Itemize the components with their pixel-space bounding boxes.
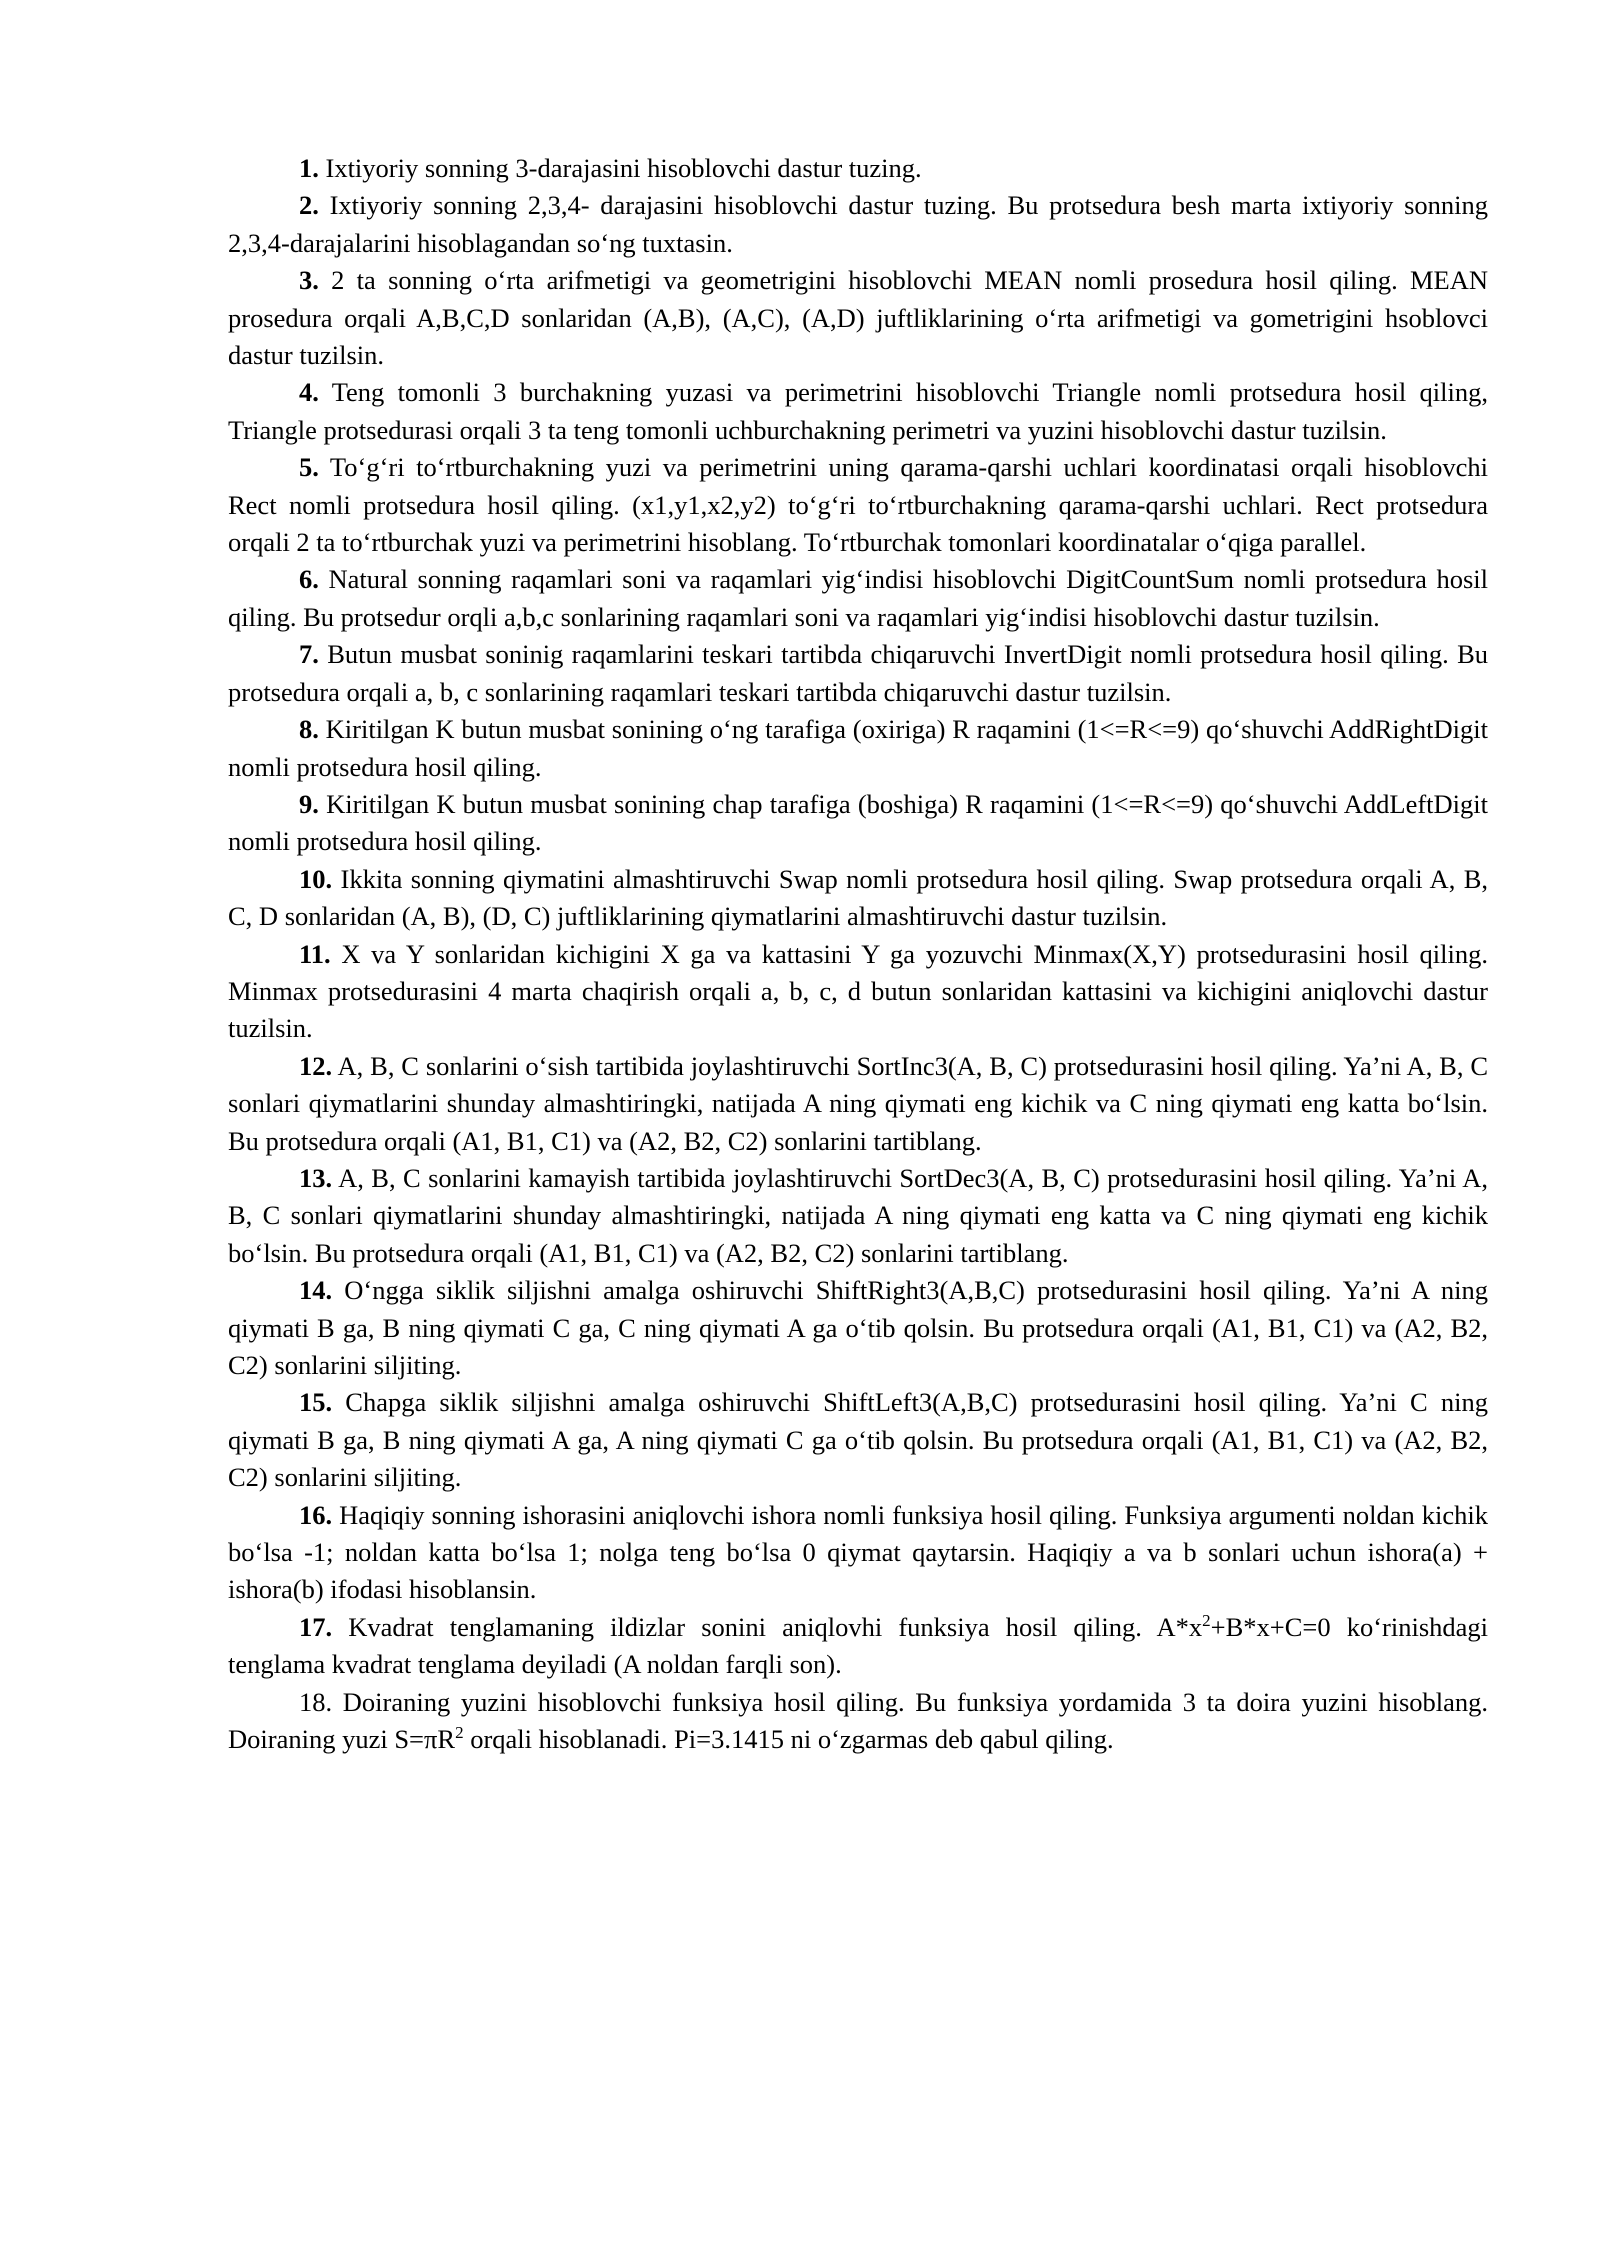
task-number: 15. <box>299 1387 333 1418</box>
task-number: 12. <box>299 1050 333 1081</box>
task-4 <box>228 374 1488 449</box>
task-13 <box>228 1160 1488 1272</box>
task-7 <box>228 636 1488 711</box>
task-number: 6. <box>299 564 319 595</box>
task-number: 5. <box>299 452 319 483</box>
task-number: 14. <box>299 1275 333 1306</box>
task-text: Teng tomonli 3 burchakning yuzasi va perimetrini hisoblovchi Triangle nomli protsedura hosil qiling, Triangle protsedurasi orqali 3 ta teng tomonli uchburchakning perimetri va yuzini hisoblovchi dastur tuzilsin. <box>228 377 1488 445</box>
task-text: Natural sonning raqamlari soni va raqamlari yig‘indisi hisoblovchi DigitCountSum nomli protsedura hosil qiling. Bu protsedur orqli a,b,c sonlarining raqamlari soni va raqamlari yig‘indisi hisoblovchi dastur tuzilsin. <box>228 564 1489 632</box>
task-5 <box>228 449 1488 561</box>
task-text: Kiritilgan K butun musbat sonining chap tarafiga (boshiga) R raqamini (1<=R<=9) qo‘shuvchi AddLeftDigit nomli protsedura hosil qiling. <box>228 788 1488 857</box>
task-17 <box>228 1609 1488 1684</box>
task-text: X va Y sonlaridan kichigini X ga va kattasini Y ga yozuvchi Minmax(X,Y) protsedurasini hosil qiling. Minmax protsedurasini 4 marta chaqirish orqali a, b, c, d butun sonlaridan kattasini va kichigini aniqlovchi dastur tuzilsin. <box>228 938 1488 1044</box>
superscript: 2 <box>455 1722 464 1742</box>
task-number: 10. <box>299 863 333 894</box>
task-text: Kiritilgan K butun musbat sonining o‘ng tarafiga (oxiriga) R raqamini (1<=R<=9) qo‘shuvchi AddRightDigit nomli protsedura hosil qiling. <box>228 714 1489 782</box>
task-text: Ixtiyoriy sonning 3-darajasini hisoblovchi dastur tuzing. <box>325 153 922 183</box>
task-number: 4. <box>299 377 319 408</box>
task-text: 2 ta sonning o‘rta arifmetigi va geometrigini hisoblovchi MEAN nomli prosedura hosil qiling. MEAN prosedura orqali A,B,C,D sonlaridan (A,B), (A,C), (A,D) juftliklarining o‘rta arifmetigi va gometrigini hsoblovci dastur tuzilsin. <box>228 265 1488 371</box>
task-16 <box>228 1497 1488 1609</box>
task-6 <box>228 561 1488 636</box>
task-number: 17. <box>299 1611 333 1642</box>
task-12 <box>228 1048 1488 1160</box>
task-number: 11. <box>299 938 331 969</box>
task-text-after: +B*x+C=0 ko‘rinishdagi tenglama kvadrat tenglama deyiladi (A noldan farqli son). <box>228 1611 1489 1680</box>
task-3 <box>228 262 1488 374</box>
task-number: 9. <box>299 788 319 819</box>
task-text: Haqiqiy sonning ishorasini aniqlovchi ishora nomli funksiya hosil qiling. Funksiya argumenti noldan kichik bo‘lsa -1; noldan katta bo‘lsa 1; nolga teng bo‘lsa 0 qiymat qaytarsin. Haqiqiy a va b sonlari uchun ishora(a) + ishora(b) ifodasi hisoblansin. <box>228 1499 1488 1605</box>
task-text: To‘g‘ri to‘rtburchakning yuzi va perimetrini uning qarama-qarshi uchlari koordinatasi orqali hisoblovchi Rect nomli protsedura hosil qiling. (x1,y1,x2,y2) to‘g‘ri to‘rtburchakning qarama-qarshi uchlari. Rect protsedura orqali 2 ta to‘rtburchak yuzi va perimetrini hisoblang. To‘rtburchak tomonlari koordinatalar o‘qiga parallel. <box>228 452 1488 558</box>
document-page <box>228 150 1488 1758</box>
task-number: 1. <box>299 153 319 183</box>
task-15 <box>228 1384 1488 1496</box>
task-number: 7. <box>299 639 319 670</box>
task-text-before: Kvadrat tenglamaning ildizlar sonini aniqlovhi funksiya hosil qiling. A*x <box>348 1611 1203 1642</box>
task-text: Chapga siklik siljishni amalga oshiruvchi ShiftLeft3(A,B,C) protsedurasini hosil qiling. Ya’ni C ning qiymati B ga, B ning qiymati A ga, A ning qiymati C ga o‘tib qolsin. Bu protsedura orqali (A1, B1, C1) va (A2, B2, C2) sonlarini siljiting. <box>228 1387 1488 1493</box>
task-9 <box>228 786 1488 861</box>
task-2 <box>228 187 1488 262</box>
task-8 <box>228 711 1488 786</box>
task-text: A, B, C sonlarini kamayish tartibida joylashtiruvchi SortDec3(A, B, C) protsedurasini hosil qiling. Ya’ni A, B, C sonlari qiymatlarini shunday almashtiringki, natijada A ning qiymati eng katta va C ning qiymati eng kichik bo‘lsin. Bu protsedura orqali (A1, B1, C1) va (A2, B2, C2) sonlarini tartiblang. <box>228 1162 1488 1268</box>
task-14 <box>228 1272 1488 1384</box>
task-11 <box>228 936 1488 1048</box>
task-text: A, B, C sonlarini o‘sish tartibida joylashtiruvchi SortInc3(A, B, C) protsedurasini hosil qiling. Ya’ni A, B, C sonlari qiymatlarini shunday almashtiringki, natijada A ning qiymati eng kichik va C ning qiymati eng katta bo‘lsin. Bu protsedura orqali (A1, B1, C1) va (A2, B2, C2) sonlarini tartiblang. <box>228 1050 1489 1156</box>
task-text: Ixtiyoriy sonning 2,3,4- darajasini hisoblovchi dastur tuzing. Bu protsedura besh marta ixtiyoriy sonning 2,3,4-darajalarini hisoblagandan so‘ng tuxtasin. <box>228 190 1488 258</box>
task-text-after: orqali hisoblanadi. Pi=3.1415 ni o‘zgarmas deb qabul qiling. <box>463 1724 1114 1755</box>
task-number: 13. <box>299 1162 333 1193</box>
task-text-before: Doiraning yuzini hisoblovchi funksiya hosil qiling. Bu funksiya yordamida 3 ta doira yuzini hisoblang. Doiraning yuzi S=πR <box>228 1686 1489 1755</box>
task-number: 2. <box>299 190 319 221</box>
task-number: 16. <box>299 1499 333 1530</box>
task-number: 18. <box>299 1686 333 1717</box>
superscript: 2 <box>1202 1610 1211 1630</box>
task-number: 8. <box>299 714 319 745</box>
task-18 <box>228 1684 1488 1759</box>
task-10 <box>228 861 1488 936</box>
task-text: Butun musbat soninig raqamlarini teskari tartibda chiqaruvchi InvertDigit nomli protsedura hosil qiling. Bu protsedura orqali a, b, c sonlarining raqamlari teskari tartibda chiqaruvchi dastur tuzilsin. <box>228 639 1489 707</box>
task-text: O‘ngga siklik siljishni amalga oshiruvchi ShiftRight3(A,B,C) protsedurasini hosil qiling. Ya’ni A ning qiymati B ga, B ning qiymati C ga, C ning qiymati A ga o‘tib qolsin. Bu protsedura orqali (A1, B1, C1) va (A2, B2, C2) sonlarini siljiting. <box>228 1275 1489 1380</box>
task-text: Ikkita sonning qiymatini almashtiruvchi Swap nomli protsedura hosil qiling. Swap protsedura orqali A, B, C, D sonlaridan (A, B), (D, C) juftliklarining qiymatlarini almashtiruvchi dastur tuzilsin. <box>228 863 1488 932</box>
task-1 <box>228 150 1488 187</box>
task-number: 3. <box>299 265 319 296</box>
